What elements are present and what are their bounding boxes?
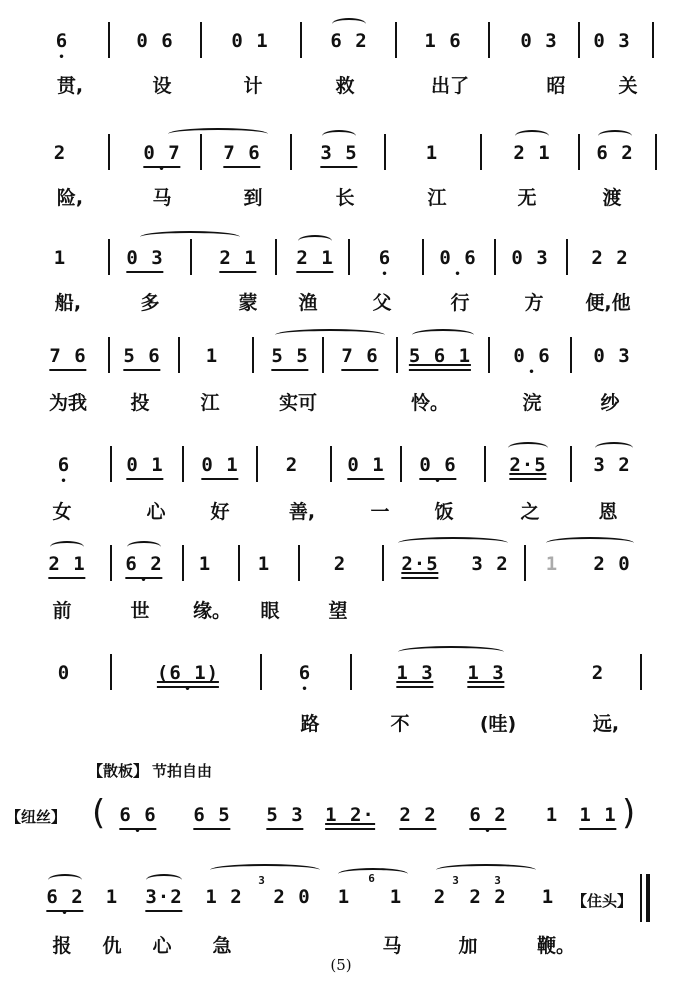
- note: 1: [545, 553, 559, 575]
- lyric: 行: [450, 292, 470, 314]
- lyric: 到: [243, 187, 263, 209]
- barline: [395, 22, 397, 58]
- note: 2 1: [296, 247, 334, 269]
- lyric: 便,他: [585, 292, 631, 314]
- lyric: 路: [300, 713, 320, 735]
- slur: [275, 329, 385, 341]
- note: 7 6: [49, 345, 87, 367]
- note: 3·2: [145, 886, 183, 908]
- barline: [108, 22, 110, 58]
- slur: [546, 537, 634, 549]
- note: 2·5: [509, 454, 547, 476]
- lyric: 渡: [602, 187, 622, 209]
- note: 2·5: [401, 553, 439, 575]
- note: 2 1: [219, 247, 257, 269]
- page-number: (5): [330, 956, 352, 974]
- note: 3 2: [593, 454, 631, 476]
- lyric: 为我: [48, 392, 88, 414]
- note: 6 2: [330, 30, 368, 52]
- barline: [200, 22, 202, 58]
- instrument-label: 【纽丝】: [6, 808, 67, 826]
- note: • 6 6: [119, 802, 156, 828]
- section-heading-bracket: 【散板】: [88, 762, 149, 780]
- slur: [436, 864, 536, 876]
- barline: [190, 239, 192, 275]
- note: • 0 6: [419, 452, 456, 478]
- lyric: 江: [200, 392, 220, 414]
- end-label: 【住头】: [572, 892, 633, 910]
- barline: [570, 446, 572, 482]
- note: 0 1: [347, 454, 385, 476]
- note: 2 2: [469, 886, 507, 908]
- lyric: 计: [243, 75, 263, 97]
- lyric: 心: [146, 501, 166, 523]
- note: • 6: [299, 660, 311, 686]
- lyrics-line: [0, 389, 682, 419]
- note: • 6: [58, 452, 70, 478]
- lyric: 昭: [546, 75, 566, 97]
- barline: [110, 446, 112, 482]
- note: • 6: [56, 28, 68, 54]
- lyric: 浣: [522, 392, 542, 414]
- note: 1: [389, 886, 403, 908]
- note: • 0 6: [513, 343, 550, 369]
- barline: [566, 239, 568, 275]
- grace-note: 3: [258, 874, 266, 887]
- lyric: 父: [372, 292, 392, 314]
- final-barline: [646, 874, 650, 922]
- lyric: 之: [520, 501, 540, 523]
- note: 1: [53, 247, 67, 269]
- note: 5 3: [266, 804, 304, 826]
- lyric: 报: [52, 935, 72, 957]
- lyrics-line: [0, 710, 682, 740]
- barline: [655, 134, 657, 170]
- barline: [480, 134, 482, 170]
- lyric: 长: [335, 187, 355, 209]
- barline: [238, 545, 240, 581]
- lyric: 鞭。: [536, 935, 576, 957]
- lyric: 江: [427, 187, 447, 209]
- lyric: 饭: [434, 501, 454, 523]
- lyric: 世: [130, 600, 150, 622]
- barline: [396, 337, 398, 373]
- notes-line: [0, 343, 682, 373]
- barline: [652, 22, 654, 58]
- note: 0 3: [593, 345, 631, 367]
- note: 1: [105, 886, 119, 908]
- note: 5 6: [123, 345, 161, 367]
- note: 0 6: [136, 30, 174, 52]
- note: 0 3: [593, 30, 631, 52]
- note: 2 0: [273, 886, 311, 908]
- barline: [400, 446, 402, 482]
- lyric: 缘。: [192, 600, 232, 622]
- lyric: 望: [328, 600, 348, 622]
- lyric: 蒙: [238, 292, 258, 314]
- barline: [570, 337, 572, 373]
- lyrics-line: [0, 289, 682, 319]
- note: 1: [198, 553, 212, 575]
- barline: [298, 545, 300, 581]
- open-paren: (: [92, 793, 106, 833]
- note: 2 2: [399, 804, 437, 826]
- lyric: 不: [390, 713, 410, 735]
- lyric: 恩: [598, 501, 618, 523]
- note: 7 6: [341, 345, 379, 367]
- note: • 6 2: [469, 802, 506, 828]
- slur: [398, 646, 504, 658]
- note: 2 0: [593, 553, 631, 575]
- note: • 6 2: [125, 551, 162, 577]
- slur: [168, 128, 268, 140]
- lyrics-line: [0, 184, 682, 214]
- note: 0 3: [520, 30, 558, 52]
- lyric: 一: [370, 501, 390, 523]
- note: 0 3: [511, 247, 549, 269]
- slur: [412, 329, 474, 341]
- barline: [488, 337, 490, 373]
- barline: [182, 545, 184, 581]
- barline: [348, 239, 350, 275]
- note: 1: [541, 886, 555, 908]
- lyric: 马: [382, 935, 402, 957]
- lyric: 投: [130, 392, 150, 414]
- note: 1 3: [467, 662, 505, 684]
- note: 3 5: [320, 142, 358, 164]
- barline: [275, 239, 277, 275]
- note: 1 2: [205, 886, 243, 908]
- barline: [108, 134, 110, 170]
- lyric: 船,: [54, 292, 82, 314]
- lyric: 关: [618, 75, 638, 97]
- notes-line: [0, 452, 682, 482]
- grace-note: 6: [368, 872, 376, 885]
- slur: [398, 537, 508, 549]
- note: • 0 7: [143, 140, 180, 166]
- grace-note: 3: [494, 874, 502, 887]
- notes-line: [0, 28, 682, 58]
- barline: [178, 337, 180, 373]
- note: • 6: [379, 245, 391, 271]
- note: 2: [433, 886, 447, 908]
- lyric: 心: [152, 935, 172, 957]
- grace-note: 3: [452, 874, 460, 887]
- final-barline-thin: [640, 874, 642, 922]
- lyric: 设: [152, 75, 172, 97]
- barline: [108, 239, 110, 275]
- barline: [110, 654, 112, 690]
- notes-line: [0, 245, 682, 275]
- note: 6 5: [193, 804, 231, 826]
- lyric: 加: [458, 935, 478, 957]
- note: 1: [337, 886, 351, 908]
- barline: [200, 134, 202, 170]
- barline: [256, 446, 258, 482]
- note: 0 1: [201, 454, 239, 476]
- barline: [640, 654, 642, 690]
- barline: [290, 134, 292, 170]
- lyric: 善,: [288, 501, 316, 523]
- barline: [110, 545, 112, 581]
- note: 0 3: [126, 247, 164, 269]
- notes-line: [0, 551, 682, 581]
- lyric: 眼: [260, 600, 280, 622]
- lyrics-line: [0, 72, 682, 102]
- note: • 0 6: [439, 245, 476, 271]
- note: 1 3: [396, 662, 434, 684]
- lyric: 出了: [430, 75, 470, 97]
- lyric: 女: [52, 501, 72, 523]
- note: 2: [591, 662, 605, 684]
- lyric: 险,: [56, 187, 84, 209]
- note: 1: [545, 804, 559, 826]
- lyric: 急: [212, 935, 232, 957]
- note: 1: [257, 553, 271, 575]
- lyric: 纱: [600, 392, 620, 414]
- lyric: (哇): [479, 713, 517, 735]
- barline: [300, 22, 302, 58]
- note: 2 1: [48, 553, 86, 575]
- note: 5 5: [271, 345, 309, 367]
- barline: [330, 446, 332, 482]
- barline: [252, 337, 254, 373]
- lyric: 多: [140, 292, 160, 314]
- note: 1: [425, 142, 439, 164]
- barline: [524, 545, 526, 581]
- note: 6 2: [596, 142, 634, 164]
- note: 2 1: [513, 142, 551, 164]
- notes-line: [0, 802, 682, 832]
- note: 1 1: [579, 804, 617, 826]
- lyric: 实可: [278, 392, 318, 414]
- lyric: 仇: [102, 935, 122, 957]
- barline: [488, 22, 490, 58]
- barline: [350, 654, 352, 690]
- note: 3 2: [471, 553, 509, 575]
- barline: [422, 239, 424, 275]
- lyric: 救: [335, 75, 355, 97]
- note: 1: [205, 345, 219, 367]
- note: 2 2: [591, 247, 629, 269]
- barline: [578, 134, 580, 170]
- note: 5 6 1: [408, 345, 472, 367]
- note: 0: [57, 662, 71, 684]
- barline: [182, 446, 184, 482]
- note: 2: [53, 142, 67, 164]
- lyrics-line: [0, 498, 682, 528]
- note: 2: [285, 454, 299, 476]
- lyric: 无: [517, 187, 537, 209]
- close-paren: ): [622, 793, 636, 833]
- lyrics-line: [0, 597, 682, 627]
- barline: [382, 545, 384, 581]
- barline: [108, 337, 110, 373]
- note: 0 1: [126, 454, 164, 476]
- lyric: 马: [152, 187, 172, 209]
- lyric: 贯,: [56, 75, 84, 97]
- lyric: 方: [524, 292, 544, 314]
- note: 0 1: [231, 30, 269, 52]
- barline: [578, 22, 580, 58]
- lyric: 怜。: [410, 392, 450, 414]
- note: 7 6: [223, 142, 261, 164]
- note: • (6 1): [157, 660, 219, 686]
- section-heading-text: 节拍自由: [152, 762, 213, 780]
- note: 2: [333, 553, 347, 575]
- barline: [494, 239, 496, 275]
- notes-line: [0, 660, 682, 690]
- notes-line: [0, 140, 682, 170]
- barline: [384, 134, 386, 170]
- lyric: 远,: [592, 713, 620, 735]
- barline: [484, 446, 486, 482]
- section-heading: [88, 760, 212, 781]
- note: 1 6: [424, 30, 462, 52]
- lyric: 好: [210, 501, 230, 523]
- note: 1 2·: [325, 804, 375, 826]
- note: • 6 2: [46, 884, 83, 910]
- lyric: 前: [52, 600, 72, 622]
- lyric: 渔: [298, 292, 318, 314]
- barline: [260, 654, 262, 690]
- barline: [322, 337, 324, 373]
